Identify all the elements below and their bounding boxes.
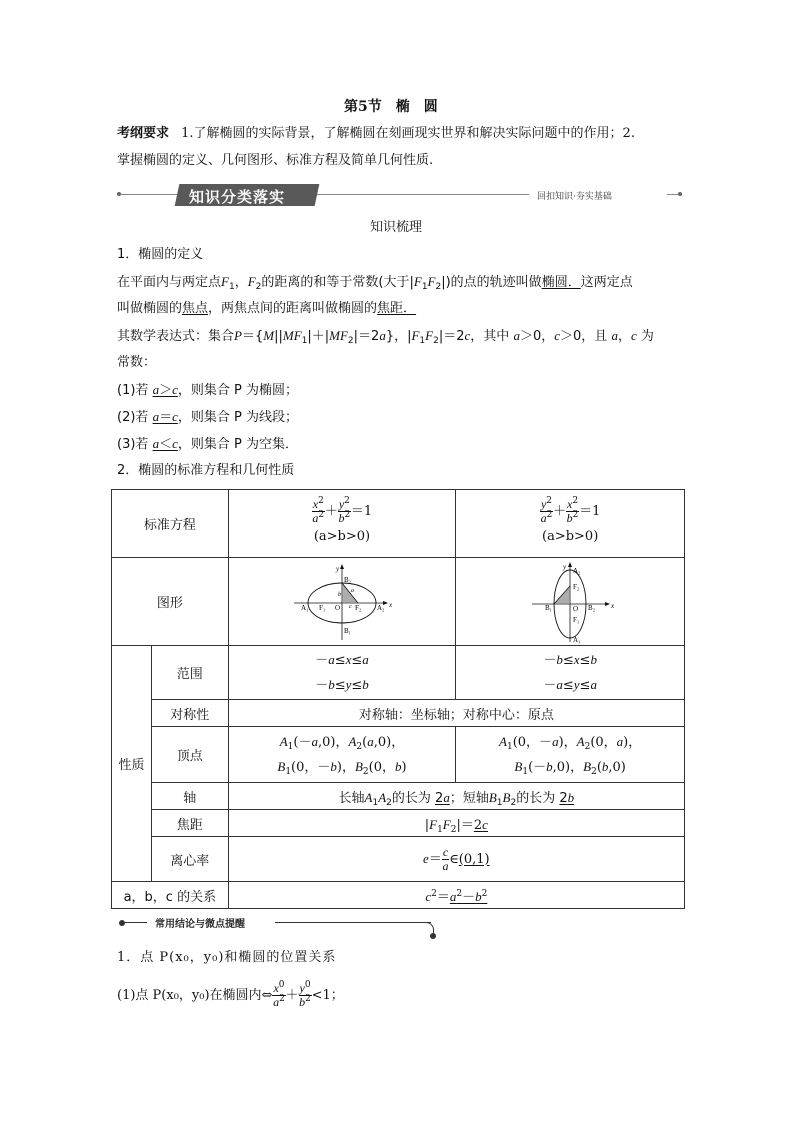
term-focal-distance: 焦距． [377, 301, 417, 316]
definition-text: |)的点的轨迹叫做 [441, 275, 542, 290]
svg-text:A₁: A₁ [300, 603, 309, 612]
term-ellipse: 椭圆． [541, 275, 581, 290]
svg-text:c: c [348, 603, 352, 610]
math-text: 为 [640, 329, 654, 344]
graph-horizontal-ellipse [228, 558, 456, 646]
math-expression-line: 其数学表达式：集合$P=\{M||MF_1|+|MF_2|=2a\}$，$|F_1F_2|=2c$，其中 a＞0，c＞0，且 a，c 为 [117, 328, 654, 346]
case-text: ，则集合 P 为空集． [177, 437, 298, 452]
axis-text: ；短轴 [449, 790, 489, 806]
tip-item-1: 1．点 P(x₀，y₀)和椭圆的位置关系 [117, 950, 337, 965]
definition-text: 叫做椭圆的 [117, 301, 183, 316]
svg-text:B₂: B₂ [588, 603, 596, 612]
section-banner [117, 184, 682, 206]
label-properties-group: 性质 [112, 646, 152, 882]
row-standard-equation [112, 490, 685, 558]
row-range [112, 646, 685, 700]
abc-relation-value: $c^2=a^2-b^2$ [228, 882, 684, 909]
symmetry-value: 对称轴：坐标轴；对称中心：原点 [228, 700, 684, 727]
table-heading: 2．椭圆的标准方程和几何性质 [117, 463, 295, 478]
axis-text: 的长为 [391, 790, 431, 806]
label-symmetry: 对称性 [151, 700, 228, 727]
math-text: 其数学表达式：集合 [117, 329, 235, 344]
row-eccentricity [112, 837, 685, 882]
row-graph [112, 558, 685, 646]
tips-end-dot [430, 933, 436, 939]
range-vertical: －b≤x≤b －a≤y≤a [456, 646, 685, 700]
label-range: 范围 [151, 646, 228, 700]
section-title: 知识梳理 [370, 220, 423, 235]
svg-text:O: O [334, 603, 341, 612]
label-eccentricity: 离心率 [151, 837, 228, 882]
case-text: (3)若 [117, 437, 149, 452]
ellipse-properties-table [111, 489, 685, 909]
banner-label: 知识分类落实 [189, 188, 286, 206]
row-axis [112, 783, 685, 810]
svg-text:b: b [337, 591, 341, 598]
definition-heading: 1．椭圆的定义 [117, 247, 204, 262]
math-text: 且 [594, 329, 608, 344]
requirement-label: 考纲要求 [117, 126, 170, 141]
vertex-vertical: $A_1(0$，－a)，$A_2(0$，a)， $B_1(-b,0)$，$B_2(b,0)$ [456, 727, 685, 783]
equation-horizontal: $\frac{x^2}{a^2}$ ＋ $\frac{y^2}{b^2}$ ＝1 (a>b>0) [228, 490, 456, 558]
definition-line2 [117, 300, 416, 318]
syllabus-requirement-line1 [117, 125, 635, 143]
vertex-horizontal: $A_1(-a,0)$，$A_2(a,0)$， $B_1(0$，－b)，$B_2(0$，b) [228, 727, 456, 783]
svg-text:y: y [335, 564, 340, 573]
math-text: 其中 [483, 329, 510, 344]
vertical-ellipse-figure [520, 560, 620, 644]
row-vertex [112, 727, 685, 783]
svg-text:x: x [611, 601, 615, 610]
svg-text:A₂: A₂ [573, 566, 581, 575]
row-focal-distance [112, 810, 685, 837]
case-1: (1)若 a＞c，则集合 P 为椭圆； [117, 382, 298, 398]
math-expression-line2: 常数： [117, 355, 157, 370]
case-text: (2)若 [117, 410, 149, 425]
svg-text:F₂: F₂ [354, 603, 362, 612]
svg-text:B₁: B₁ [343, 626, 352, 635]
banner-subtitle: 回扣知识·夯实基础 [537, 192, 612, 202]
eccentricity-value: e＝ $\frac{c}{a}$ ∈(0,1) [228, 837, 684, 882]
requirement-text-1: 1.了解椭圆的实际背景，了解椭圆在刻画现实世界和解决实际问题中的作用；2. [181, 126, 635, 141]
row-abc-relation [112, 882, 685, 909]
equation-vertical: $\frac{y^2}{a^2}$ ＋ $\frac{x^2}{b^2}$ ＝1 (a>b>0) [456, 490, 685, 558]
svg-text:F₁: F₁ [318, 603, 326, 612]
focal-distance-value: $|F_1F_2|=2c$ [228, 810, 684, 837]
case-text: ，则集合 P 为椭圆； [177, 383, 298, 398]
svg-text:B₂: B₂ [343, 575, 352, 584]
case-text: ，则集合 P 为线段； [177, 410, 298, 425]
chapter-title: 第5节 椭 圆 [344, 99, 438, 115]
svg-text:y: y [563, 562, 567, 571]
label-axis: 轴 [151, 783, 228, 810]
horizontal-ellipse-figure [292, 562, 392, 642]
definition-text: 这两定点 [580, 275, 633, 290]
label-focal-distance: 焦距 [151, 810, 228, 837]
banner-dot-left [117, 192, 121, 196]
tips-dot [119, 920, 125, 926]
definition-text: 在平面内与两定点 [117, 275, 222, 290]
syllabus-requirement-line2: 掌握椭圆的定义、几何图形、标准方程及简单几何性质. [117, 153, 434, 168]
axis-text: 的长为 [516, 790, 556, 806]
tips-label: 常用结论与微点提醒 [155, 919, 245, 930]
condition-text: (a>b>0) [542, 529, 599, 544]
tips-banner [117, 914, 447, 940]
definition-text: 的距离的和等于常数(大于| [261, 275, 414, 290]
range-horizontal: －a≤x≤a －b≤y≤b [228, 646, 456, 700]
graph-vertical-ellipse [456, 558, 685, 646]
label-graph: 图形 [112, 558, 229, 646]
tip-item-1-1: (1)点 P(x₀，y₀)在椭圆内⇔ $\frac{x^0}{a^2}$ ＋ $\frac{y^0}{b^2}$ <1； [117, 980, 344, 1009]
axis-text: 长轴 [338, 790, 365, 806]
tip-text: <1； [311, 988, 344, 1003]
svg-text:B₁: B₁ [545, 603, 553, 612]
case-3: (3)若 a＜c，则集合 P 为空集． [117, 436, 298, 452]
label-abc-relation: a，b，c 的关系 [112, 882, 229, 909]
case-2: (2)若 a＝c，则集合 P 为线段； [117, 409, 298, 425]
svg-text:A₁: A₁ [573, 635, 581, 644]
svg-text:A₂: A₂ [376, 603, 385, 612]
row-symmetry [112, 700, 685, 727]
tip-text: (1)点 P(x₀，y₀)在椭圆内⇔ [117, 988, 273, 1003]
svg-text:O: O [573, 604, 579, 613]
svg-text:x: x [388, 600, 392, 609]
svg-text:a: a [350, 587, 354, 594]
condition-text: (a>b>0) [313, 529, 371, 544]
case-text: (1)若 [117, 383, 149, 398]
definition-text: ，两焦点间的距离叫做椭圆的 [208, 301, 378, 316]
banner-dot-right [678, 192, 682, 196]
axis-value: 长轴$A_1A_2$的长为 2a；短轴$B_1B_2$的长为 2b [228, 783, 684, 810]
term-focus: 焦点 [182, 301, 209, 316]
label-vertex: 顶点 [151, 727, 228, 783]
svg-text:F₁: F₁ [573, 615, 580, 624]
svg-text:F₂: F₂ [573, 582, 580, 591]
definition-line1: 在平面内与两定点$F_1$，$F_2$的距离的和等于常数(大于$|F_1F_2|$)的点的轨迹叫做椭圆．这两定点 [117, 274, 633, 292]
label-standard-equation: 标准方程 [112, 490, 229, 558]
